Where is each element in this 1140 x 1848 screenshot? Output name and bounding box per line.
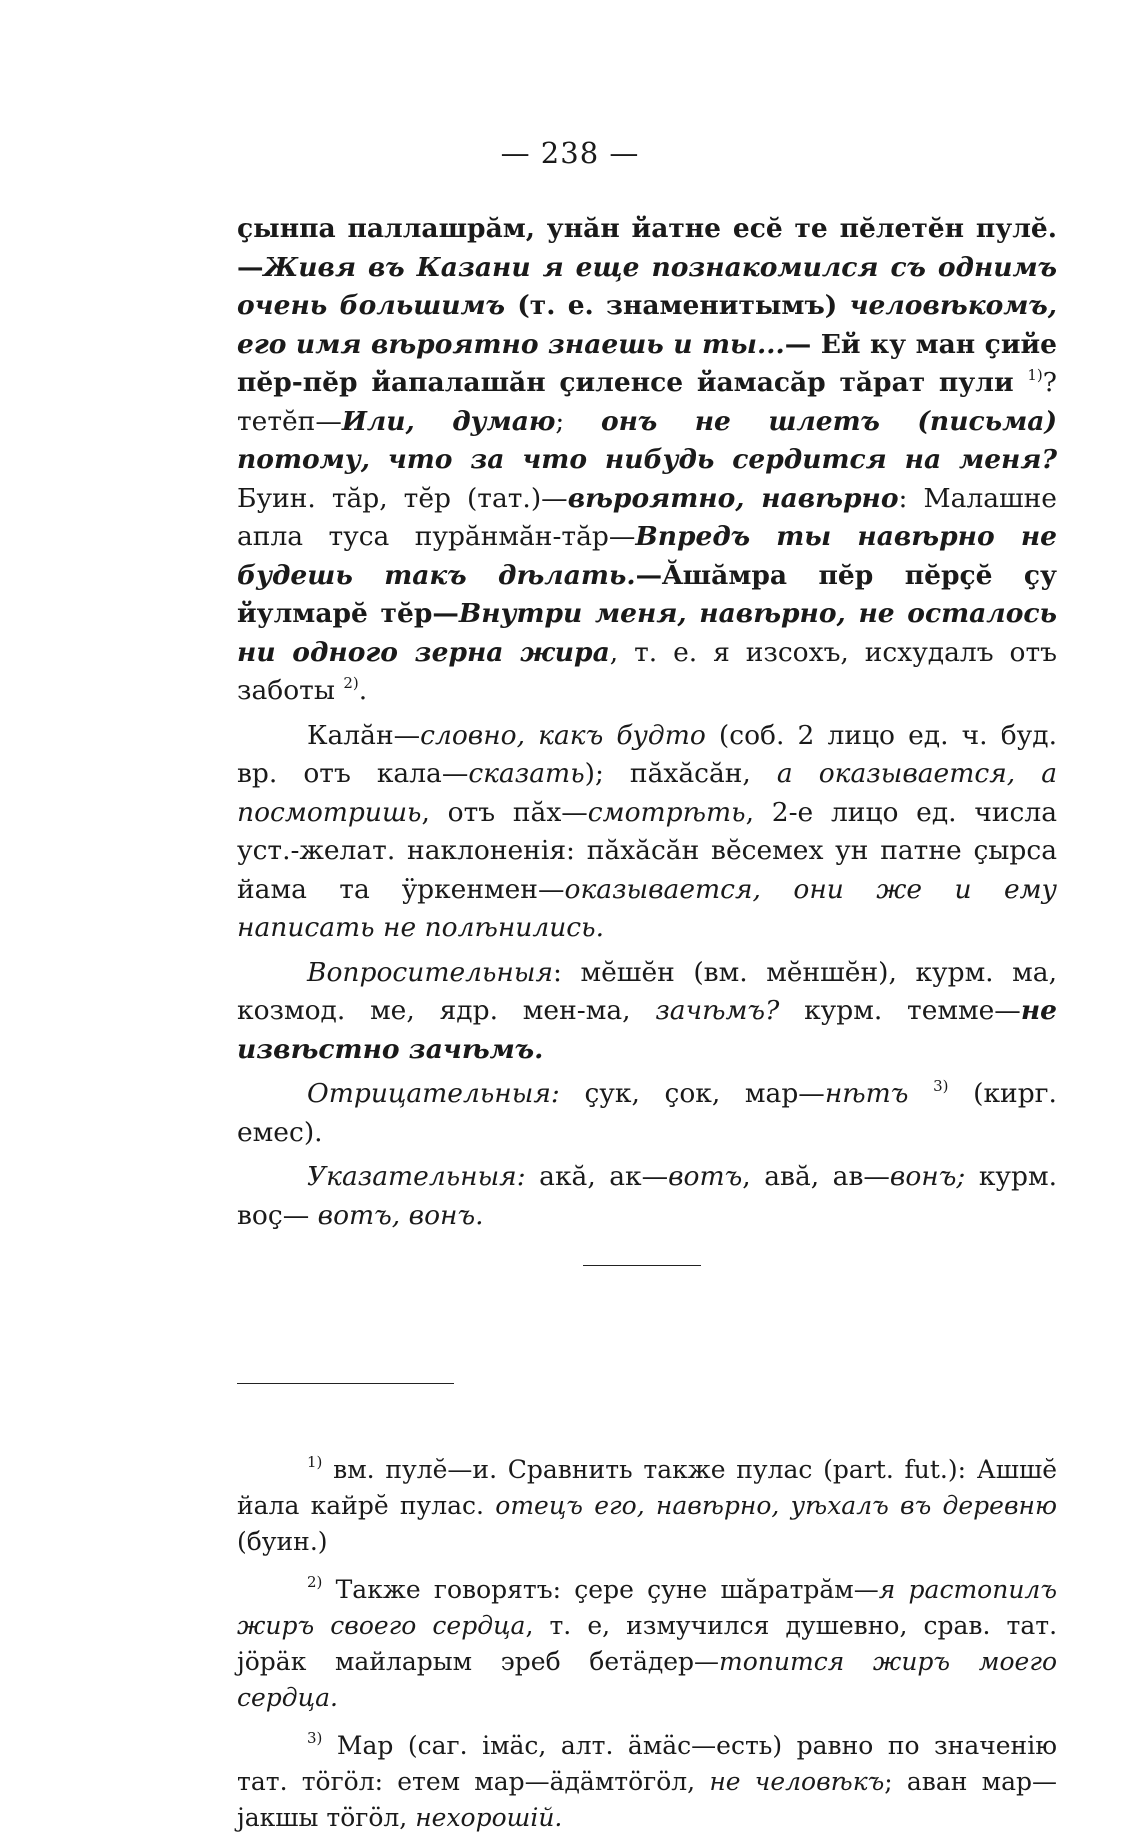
- footnote-marker: 3): [307, 1729, 323, 1747]
- text-run: а оказывается, а посмотришь: [237, 758, 1058, 828]
- text-run: çук, çок, мар—: [559, 1078, 825, 1109]
- footnote-2: [237, 1572, 1057, 1716]
- text-run: курм. воç—: [237, 1161, 1058, 1231]
- footnotes: [237, 1452, 1057, 1848]
- text-run: , т. е, измучился душевно, срав. тат. jöрäк майларым эреб бетäдер—: [237, 1611, 1058, 1676]
- text-run: Мар (саг. імäс, алт. ӓмäс—есть) равно по значенію тат. тöгöл: етем мар—äдäмтöгöл,: [237, 1731, 1057, 1796]
- text-run: смотрѣть: [587, 796, 746, 828]
- text-run: нехорошій.: [415, 1803, 563, 1832]
- text-run: вм. пулĕ—и. Сравнить также пулас (part. fut.): Ашшĕ йала кайрĕ пулас.: [237, 1455, 1057, 1520]
- text-run: , т. е. я изсохъ, исхудалъ отъ заботы: [237, 636, 1057, 706]
- text-run: Вопросительныя: [307, 956, 554, 988]
- footnote-marker: 1): [307, 1453, 323, 1471]
- text-run: словно, какъ будто: [420, 719, 706, 751]
- text-run: .: [358, 675, 368, 706]
- text-run: вотъ, вонъ.: [317, 1199, 484, 1231]
- footnote-marker: 3): [933, 1077, 949, 1095]
- text-run: сказать: [468, 758, 585, 789]
- text-run: отецъ его, навѣрно, уѣхалъ въ деревню: [495, 1491, 1058, 1520]
- text-run: ; аван мар— jакшы тöгöл,: [237, 1767, 1057, 1832]
- text-run: çынпа паллашрăм, унăн йатне есĕ те пĕлетĕн пулĕ.—: [237, 213, 1057, 283]
- text-run: , отъ пăх—: [421, 796, 588, 828]
- paragraph-interrogative: [237, 954, 1057, 1070]
- text-run: [908, 1078, 933, 1109]
- text-run: вонъ;: [889, 1161, 966, 1192]
- text-run: не извѣстно зачѣмъ.: [237, 995, 1057, 1065]
- text-run: вѣроятно, навѣрно: [567, 482, 899, 514]
- footnote-rule: [237, 1383, 454, 1384]
- text-run: зачѣмъ?: [655, 995, 780, 1026]
- text-run: (кирг. емес).: [237, 1078, 1057, 1148]
- paragraph-kalan: [237, 717, 1057, 948]
- text-run: Или, думаю: [341, 405, 556, 437]
- text-run: акă, ак—: [525, 1161, 669, 1192]
- text-run: я растопилъ жиръ своего сердца: [237, 1575, 1057, 1640]
- text-run: ? тетĕп—: [237, 367, 1057, 437]
- text-run: Также говорятъ: çере çуне шăратрăм—: [322, 1575, 879, 1604]
- text-run: — Ей ку ман çийе пĕр-пĕр йапалашăн çиленсе йамасăр тăрат пули: [237, 328, 1057, 398]
- footnote-1: [237, 1452, 1057, 1560]
- section-divider: [583, 1265, 701, 1266]
- text-run: Живя въ Казани я еще познакомился съ однимъ очень большимъ: [237, 251, 1057, 321]
- text-run: нѣтъ: [824, 1078, 909, 1109]
- text-run: , 2-е лицо ед. числа уст.-желат. наклоненія: пăхăсăн вĕсемех ун патне çырса йама та ÿркенмен—: [237, 796, 1057, 905]
- text-run: Отрицательныя:: [307, 1078, 560, 1109]
- text-run: оказывается, они же и ему написать не полѣнились.: [237, 873, 1058, 943]
- text-run: Калăн—: [307, 719, 421, 751]
- footnote-marker: 2): [343, 674, 359, 692]
- text-run: —Ăшăмра пĕр пĕрçĕ çу йулмарĕ тĕр—: [237, 559, 1057, 629]
- text-run: Впредъ ты навѣрно не будешь такъ дѣлать.: [237, 521, 1057, 591]
- text-run: : Малашне апла туса пурăнмăн-тăр—: [237, 482, 1057, 552]
- text-run: человѣкомъ, его имя вѣроятно знаешь и ты...: [237, 290, 1057, 360]
- paragraph-negative: [237, 1075, 1057, 1152]
- text-run: ); пăхăсăн,: [584, 758, 777, 789]
- text-run: Буин. тăр, тĕр (тат.)—: [237, 482, 568, 514]
- paragraph-1: [237, 210, 1057, 711]
- text-run: (буин.): [237, 1527, 328, 1556]
- paragraph-demonstrative: [237, 1158, 1057, 1235]
- text-run: , авă, ав—: [742, 1161, 890, 1192]
- text-run: курм. темме—: [779, 995, 1021, 1026]
- main-text: [237, 210, 1057, 1235]
- text-run: Внутри меня, навѣрно, не осталось ни одного зерна жира: [237, 598, 1057, 668]
- footnote-3: [237, 1728, 1057, 1836]
- text-run: топится жиръ моего сердца.: [237, 1647, 1057, 1712]
- text-run: : мĕшĕн (вм. мĕншĕн), курм. ма, козмод. ме, ядр. мен-ма,: [237, 956, 1057, 1026]
- text-run: ;: [555, 405, 601, 437]
- footnote-marker: 2): [307, 1573, 323, 1591]
- text-run: (т. е. знаменитымъ): [505, 290, 850, 321]
- page-number: — 238 —: [500, 136, 640, 170]
- text-run: вотъ: [668, 1161, 743, 1192]
- text-run: не человѣкъ: [709, 1767, 885, 1796]
- text-run: Указательныя:: [307, 1161, 526, 1192]
- text-run: (соб. 2 лицо ед. ч. буд. вр. отъ кала—: [237, 719, 1058, 789]
- text-run: онъ не шлетъ (письма) потому, что за что нибудь сердится на меня?: [237, 405, 1057, 475]
- footnote-marker: 1): [1027, 366, 1043, 384]
